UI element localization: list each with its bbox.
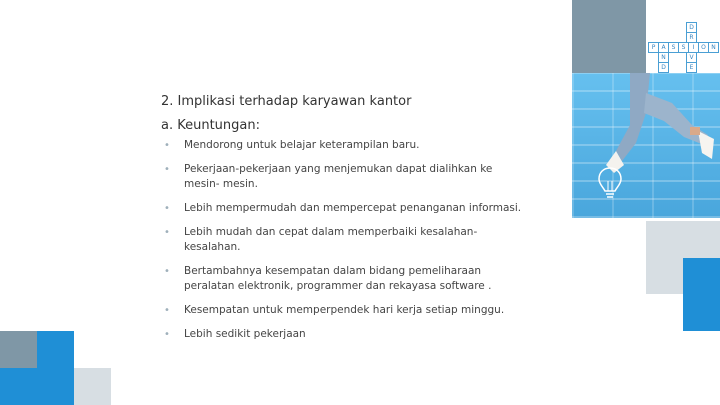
logo-cell: S bbox=[678, 42, 689, 53]
list-item bbox=[160, 303, 530, 318]
list-item-text: Pekerjaan-pekerjaan yang menjemukan dapat dialihkan ke mesin- mesin. bbox=[184, 163, 493, 190]
person-figure bbox=[572, 73, 720, 218]
decor-block-lightgray-left bbox=[74, 368, 111, 405]
logo-cell: P bbox=[648, 42, 659, 53]
list-item-text: Lebih sedikit pekerjaan bbox=[184, 328, 306, 340]
logo-cell: I bbox=[688, 42, 699, 53]
logo-cell: E bbox=[686, 62, 697, 73]
bullet: • bbox=[164, 203, 170, 214]
bullet: • bbox=[164, 227, 170, 238]
list-item bbox=[160, 264, 530, 294]
bullet: • bbox=[164, 266, 170, 277]
list-item-text: Kesempatan untuk memperpendek hari kerja setiap minggu. bbox=[184, 304, 505, 316]
logo-cell: A bbox=[658, 42, 669, 53]
decor-block-gray-top bbox=[572, 0, 646, 73]
list-item-text: Bertambahnya kesempatan dalam bidang pemeliharaan peralatan elektronik, programmer dan rekayasa software . bbox=[184, 265, 492, 292]
list-item bbox=[160, 327, 530, 342]
crossword-logo bbox=[648, 0, 720, 80]
decor-block-blue-left bbox=[37, 331, 74, 405]
section-subtitle: a. Keuntungan: bbox=[161, 118, 260, 133]
decor-block-blue-right bbox=[683, 258, 720, 331]
list-item bbox=[160, 201, 530, 216]
bullet: • bbox=[164, 140, 170, 151]
logo-cell: S bbox=[668, 42, 679, 53]
list-item bbox=[160, 225, 530, 255]
logo-cell: D bbox=[658, 62, 669, 73]
bullet: • bbox=[164, 329, 170, 340]
logo-cell: O bbox=[698, 42, 709, 53]
jumping-person-photo bbox=[572, 73, 720, 218]
lightbulb-icon bbox=[597, 166, 623, 202]
logo-cell: D bbox=[686, 22, 697, 33]
decor-block-blue-left-bottom bbox=[0, 368, 37, 405]
advantages-list bbox=[160, 138, 530, 351]
list-item-text: Lebih mempermudah dan mempercepat penanganan informasi. bbox=[184, 202, 522, 214]
list-item bbox=[160, 138, 530, 153]
bullet: • bbox=[164, 305, 170, 316]
section-title: 2. Implikasi terhadap karyawan kantor bbox=[161, 94, 412, 109]
list-item-text: Lebih mudah dan cepat dalam memperbaiki kesalahan-kesalahan. bbox=[184, 226, 478, 253]
logo-cell: N bbox=[658, 52, 669, 63]
list-item-text: Mendorong untuk belajar keterampilan baru. bbox=[184, 139, 420, 151]
list-item bbox=[160, 162, 530, 192]
logo-cell: N bbox=[708, 42, 719, 53]
bullet: • bbox=[164, 164, 170, 175]
logo-cell: V bbox=[686, 52, 697, 63]
logo-cell: R bbox=[686, 32, 697, 43]
decor-block-gray-left bbox=[0, 331, 37, 368]
